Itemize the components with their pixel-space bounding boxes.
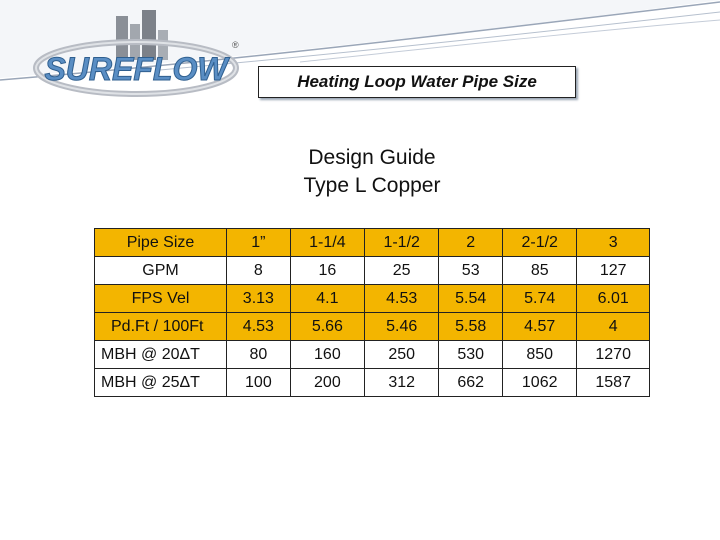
table-cell: 4.53 bbox=[227, 313, 291, 341]
table-cell: 2 bbox=[439, 229, 503, 257]
table-cell: 4.57 bbox=[503, 313, 577, 341]
row-label: GPM bbox=[95, 257, 227, 285]
table-cell: 3 bbox=[577, 229, 650, 257]
table-cell: 5.54 bbox=[439, 285, 503, 313]
table-row bbox=[95, 229, 650, 257]
row-label: MBH @ 25ΔT bbox=[95, 369, 227, 397]
table-cell: 6.01 bbox=[577, 285, 650, 313]
table-cell: 662 bbox=[439, 369, 503, 397]
brand-name: SUREFLOW bbox=[44, 51, 228, 87]
table-row bbox=[95, 341, 650, 369]
table-cell: 16 bbox=[290, 257, 364, 285]
table-cell: 2-1/2 bbox=[503, 229, 577, 257]
table-cell: 160 bbox=[290, 341, 364, 369]
row-label: Pd.Ft / 100Ft bbox=[95, 313, 227, 341]
table-cell: 1” bbox=[227, 229, 291, 257]
table-cell: 25 bbox=[365, 257, 439, 285]
table-cell: 127 bbox=[577, 257, 650, 285]
pipe-size-table bbox=[94, 228, 650, 397]
subtitle-design-guide: Design Guide bbox=[308, 146, 436, 169]
table-row bbox=[95, 313, 650, 341]
table-cell: 3.13 bbox=[227, 285, 291, 313]
table-cell: 1-1/2 bbox=[365, 229, 439, 257]
row-label: FPS Vel bbox=[95, 285, 227, 313]
table-row bbox=[95, 257, 650, 285]
trademark-symbol: ® bbox=[232, 40, 239, 50]
table-cell: 100 bbox=[227, 369, 291, 397]
table-cell: 53 bbox=[439, 257, 503, 285]
table-cell: 8 bbox=[227, 257, 291, 285]
table-cell: 4 bbox=[577, 313, 650, 341]
table-cell: 1270 bbox=[577, 341, 650, 369]
table-cell: 85 bbox=[503, 257, 577, 285]
table-cell: 80 bbox=[227, 341, 291, 369]
sureflow-logo bbox=[28, 6, 248, 106]
table-cell: 5.46 bbox=[365, 313, 439, 341]
table-cell: 1-1/4 bbox=[290, 229, 364, 257]
table-cell: 200 bbox=[290, 369, 364, 397]
table-cell: 312 bbox=[365, 369, 439, 397]
table-cell: 5.66 bbox=[290, 313, 364, 341]
table-cell: 4.1 bbox=[290, 285, 364, 313]
table-cell: 1587 bbox=[577, 369, 650, 397]
table-cell: 530 bbox=[439, 341, 503, 369]
table-cell: 850 bbox=[503, 341, 577, 369]
row-label: Pipe Size bbox=[95, 229, 227, 257]
table-cell: 5.74 bbox=[503, 285, 577, 313]
table-cell: 5.58 bbox=[439, 313, 503, 341]
table-row bbox=[95, 369, 650, 397]
subtitle-material: Type L Copper bbox=[303, 174, 441, 197]
table-cell: 1062 bbox=[503, 369, 577, 397]
table-row bbox=[95, 285, 650, 313]
row-label: MBH @ 20ΔT bbox=[95, 341, 227, 369]
table-cell: 250 bbox=[365, 341, 439, 369]
table-cell: 4.53 bbox=[365, 285, 439, 313]
page-title: Heating Loop Water Pipe Size bbox=[258, 66, 576, 98]
